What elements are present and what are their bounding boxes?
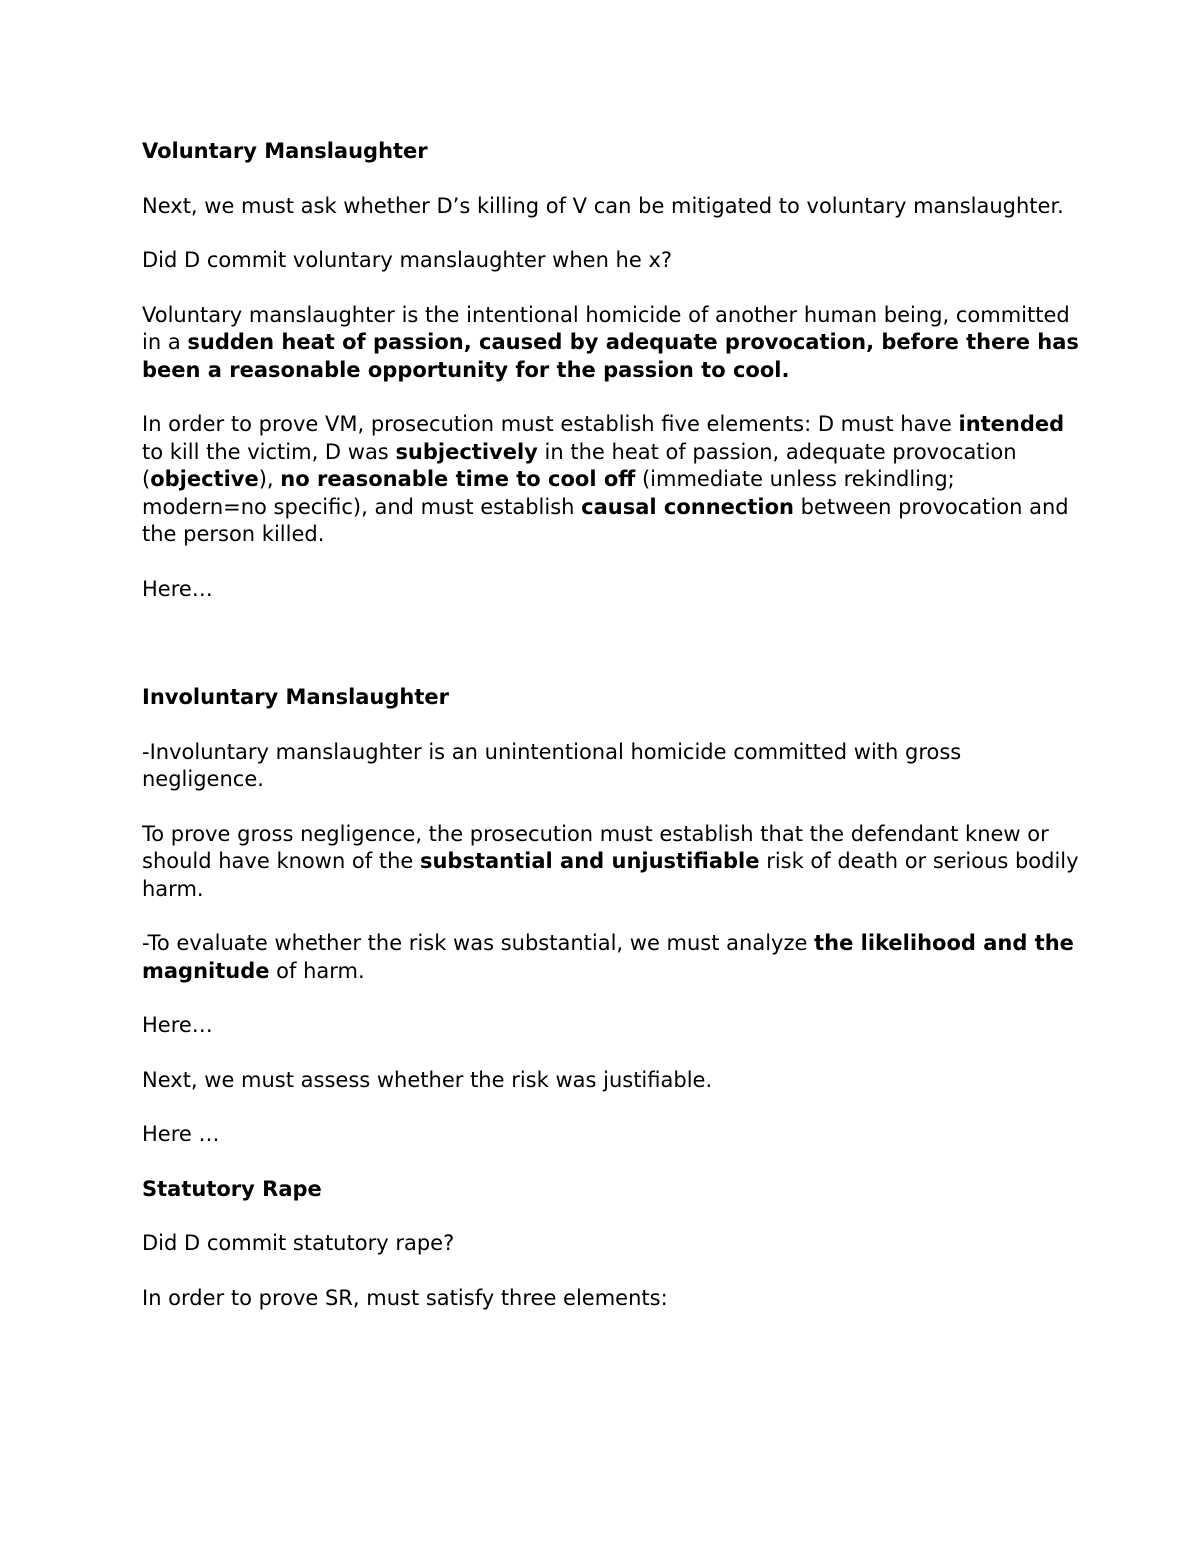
paragraph: In order to prove SR, must satisfy three elements: <box>142 1285 668 1310</box>
paragraph: Here… <box>142 1013 213 1037</box>
paragraph: -Involuntary manslaughter is an unintentional homicide committed with gross negligence. <box>142 739 962 791</box>
paragraph: Here … <box>142 1122 220 1146</box>
document-page <box>142 138 1082 1339</box>
text-run: Voluntary manslaughter is the intentional homicide of another human being, committed in a <box>142 302 1070 354</box>
text-run: of harm. <box>269 958 365 983</box>
text-run: (immediate unless rekindling; modern=no specific), and must establish <box>142 467 955 519</box>
text-run: risk of death or serious bodily harm. <box>142 849 1079 901</box>
paragraph: Next, we must ask whether D’s killing of V can be mitigated to voluntary manslaughter. <box>142 193 1064 218</box>
paragraph <box>142 930 1082 985</box>
text-run: in the heat of passion, adequate provocation ( <box>142 439 1017 491</box>
bold-text: causal connection <box>581 494 794 519</box>
bold-text: objective <box>150 467 259 491</box>
bold-text: substantial and unjustifiable <box>419 849 760 873</box>
paragraph <box>142 821 1082 904</box>
text-run: between provocation and the person killed. <box>142 494 1069 546</box>
paragraph: Next, we must assess whether the risk was justifiable. <box>142 1067 713 1092</box>
paragraph: Did D commit voluntary manslaughter when he x? <box>142 248 673 272</box>
paragraph: Here… <box>142 576 213 601</box>
paragraph <box>142 411 1082 549</box>
section-heading-voluntary-manslaughter: Voluntary Manslaughter <box>142 139 428 163</box>
section-heading-involuntary-manslaughter: Involuntary Manslaughter <box>142 685 450 709</box>
section-heading-statutory-rape: Statutory Rape <box>142 1176 322 1201</box>
bold-text: intended <box>958 412 1065 436</box>
text-run: ), <box>258 467 281 491</box>
bold-text: sudden heat of passion, caused by adequate provocation, before there has been a reasonable opportunity for the passion to cool. <box>142 330 1079 382</box>
text-run: In order to prove VM, prosecution must establish five elements: D must have <box>142 412 959 436</box>
text-run: to kill the victim, D was <box>142 439 396 464</box>
bold-text: no reasonable time to cool off <box>280 467 636 491</box>
spacer <box>142 630 1082 684</box>
paragraph: Did D commit statutory rape? <box>142 1231 455 1255</box>
bold-text: subjectively <box>395 439 538 464</box>
bold-text: the likelihood and the magnitude <box>142 931 1074 983</box>
paragraph <box>142 302 1082 385</box>
text-run: -To evaluate whether the risk was substantial, we must analyze <box>142 931 815 955</box>
text-run: To prove gross negligence, the prosecution must establish that the defendant knew or should have known of the <box>142 821 1049 873</box>
